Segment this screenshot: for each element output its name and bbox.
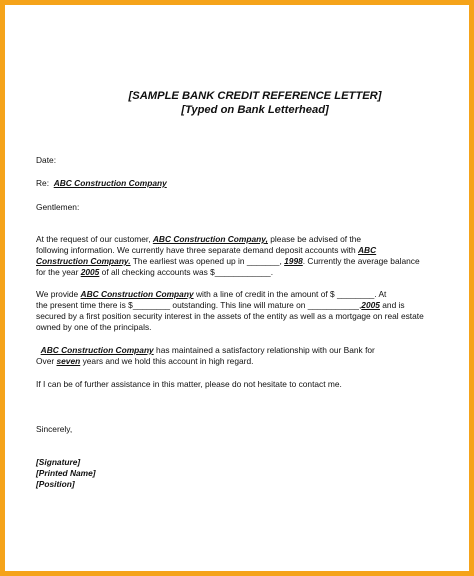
letter-title: [SAMPLE BANK CREDIT REFERENCE LETTER] — [128, 90, 382, 102]
year-value: 2005 — [80, 267, 100, 277]
company-name: Construction Company. — [36, 256, 131, 266]
p2-line3: secured by a first position security interest in the assets of the entity as well as a mortgage on real estate — [36, 311, 424, 321]
p1-text: At the request of our customer, — [36, 234, 151, 244]
p2-text: and is — [382, 300, 405, 310]
year-value: 2005 — [361, 300, 380, 310]
p1-text: of all checking accounts was $____________. — [101, 267, 274, 277]
p1-text: please be advised of the — [270, 234, 362, 244]
p3-text: years and we hold this account in high regard. — [82, 356, 254, 366]
company-name: ABC — [358, 245, 377, 255]
date-label: Date: — [36, 155, 57, 165]
closing: Sincerely, — [36, 424, 73, 434]
p1-line4 — [36, 267, 273, 278]
position-placeholder: [Position] — [36, 479, 75, 489]
date-line — [36, 155, 56, 166]
p2-text: We provide — [36, 289, 79, 299]
p3-text: has maintained a satisfactory relationship with our Bank for — [156, 345, 375, 355]
p1-line2 — [36, 245, 376, 256]
p1-text: . Currently the average balance — [302, 256, 420, 266]
company-name: ABC Construction Company, — [152, 234, 268, 244]
re-company: ABC Construction Company — [53, 178, 167, 188]
year-value: 1998 — [284, 256, 303, 266]
p1-line1 — [36, 234, 361, 245]
p1-text: for the year — [36, 267, 79, 277]
letter-subtitle: [Typed on Bank Letterhead] — [181, 104, 329, 116]
p3-line1 — [36, 345, 375, 356]
company-name: ABC Construction Company — [40, 345, 154, 355]
p3-line2 — [36, 356, 253, 367]
p1-line3 — [36, 256, 420, 267]
p2-line2 — [36, 300, 405, 311]
p1-text: following information. We currently have three separate demand deposit accounts with — [36, 245, 356, 255]
company-name: ABC Construction Company — [80, 289, 194, 299]
p3-text: Over — [36, 356, 55, 366]
p1-text: The earliest was opened up in _______, — [132, 256, 282, 266]
p2-text: the present time there is $________ outstanding. This line will mature on ___________, — [36, 300, 362, 310]
p2-line4: owned by one of the principals. — [36, 322, 152, 332]
printed-name-placeholder: [Printed Name] — [36, 468, 96, 478]
p2-line1 — [36, 289, 386, 300]
p2-text: with a line of credit in the amount of $ ________. At — [195, 289, 387, 299]
re-label: Re: — [36, 178, 50, 188]
years-value: seven — [56, 356, 81, 366]
salutation: Gentlemen: — [36, 202, 80, 212]
p4-line: If I can be of further assistance in this matter, please do not hesitate to contact me. — [36, 379, 342, 389]
re-line — [36, 178, 169, 189]
signature-placeholder: [Signature] — [36, 457, 81, 467]
